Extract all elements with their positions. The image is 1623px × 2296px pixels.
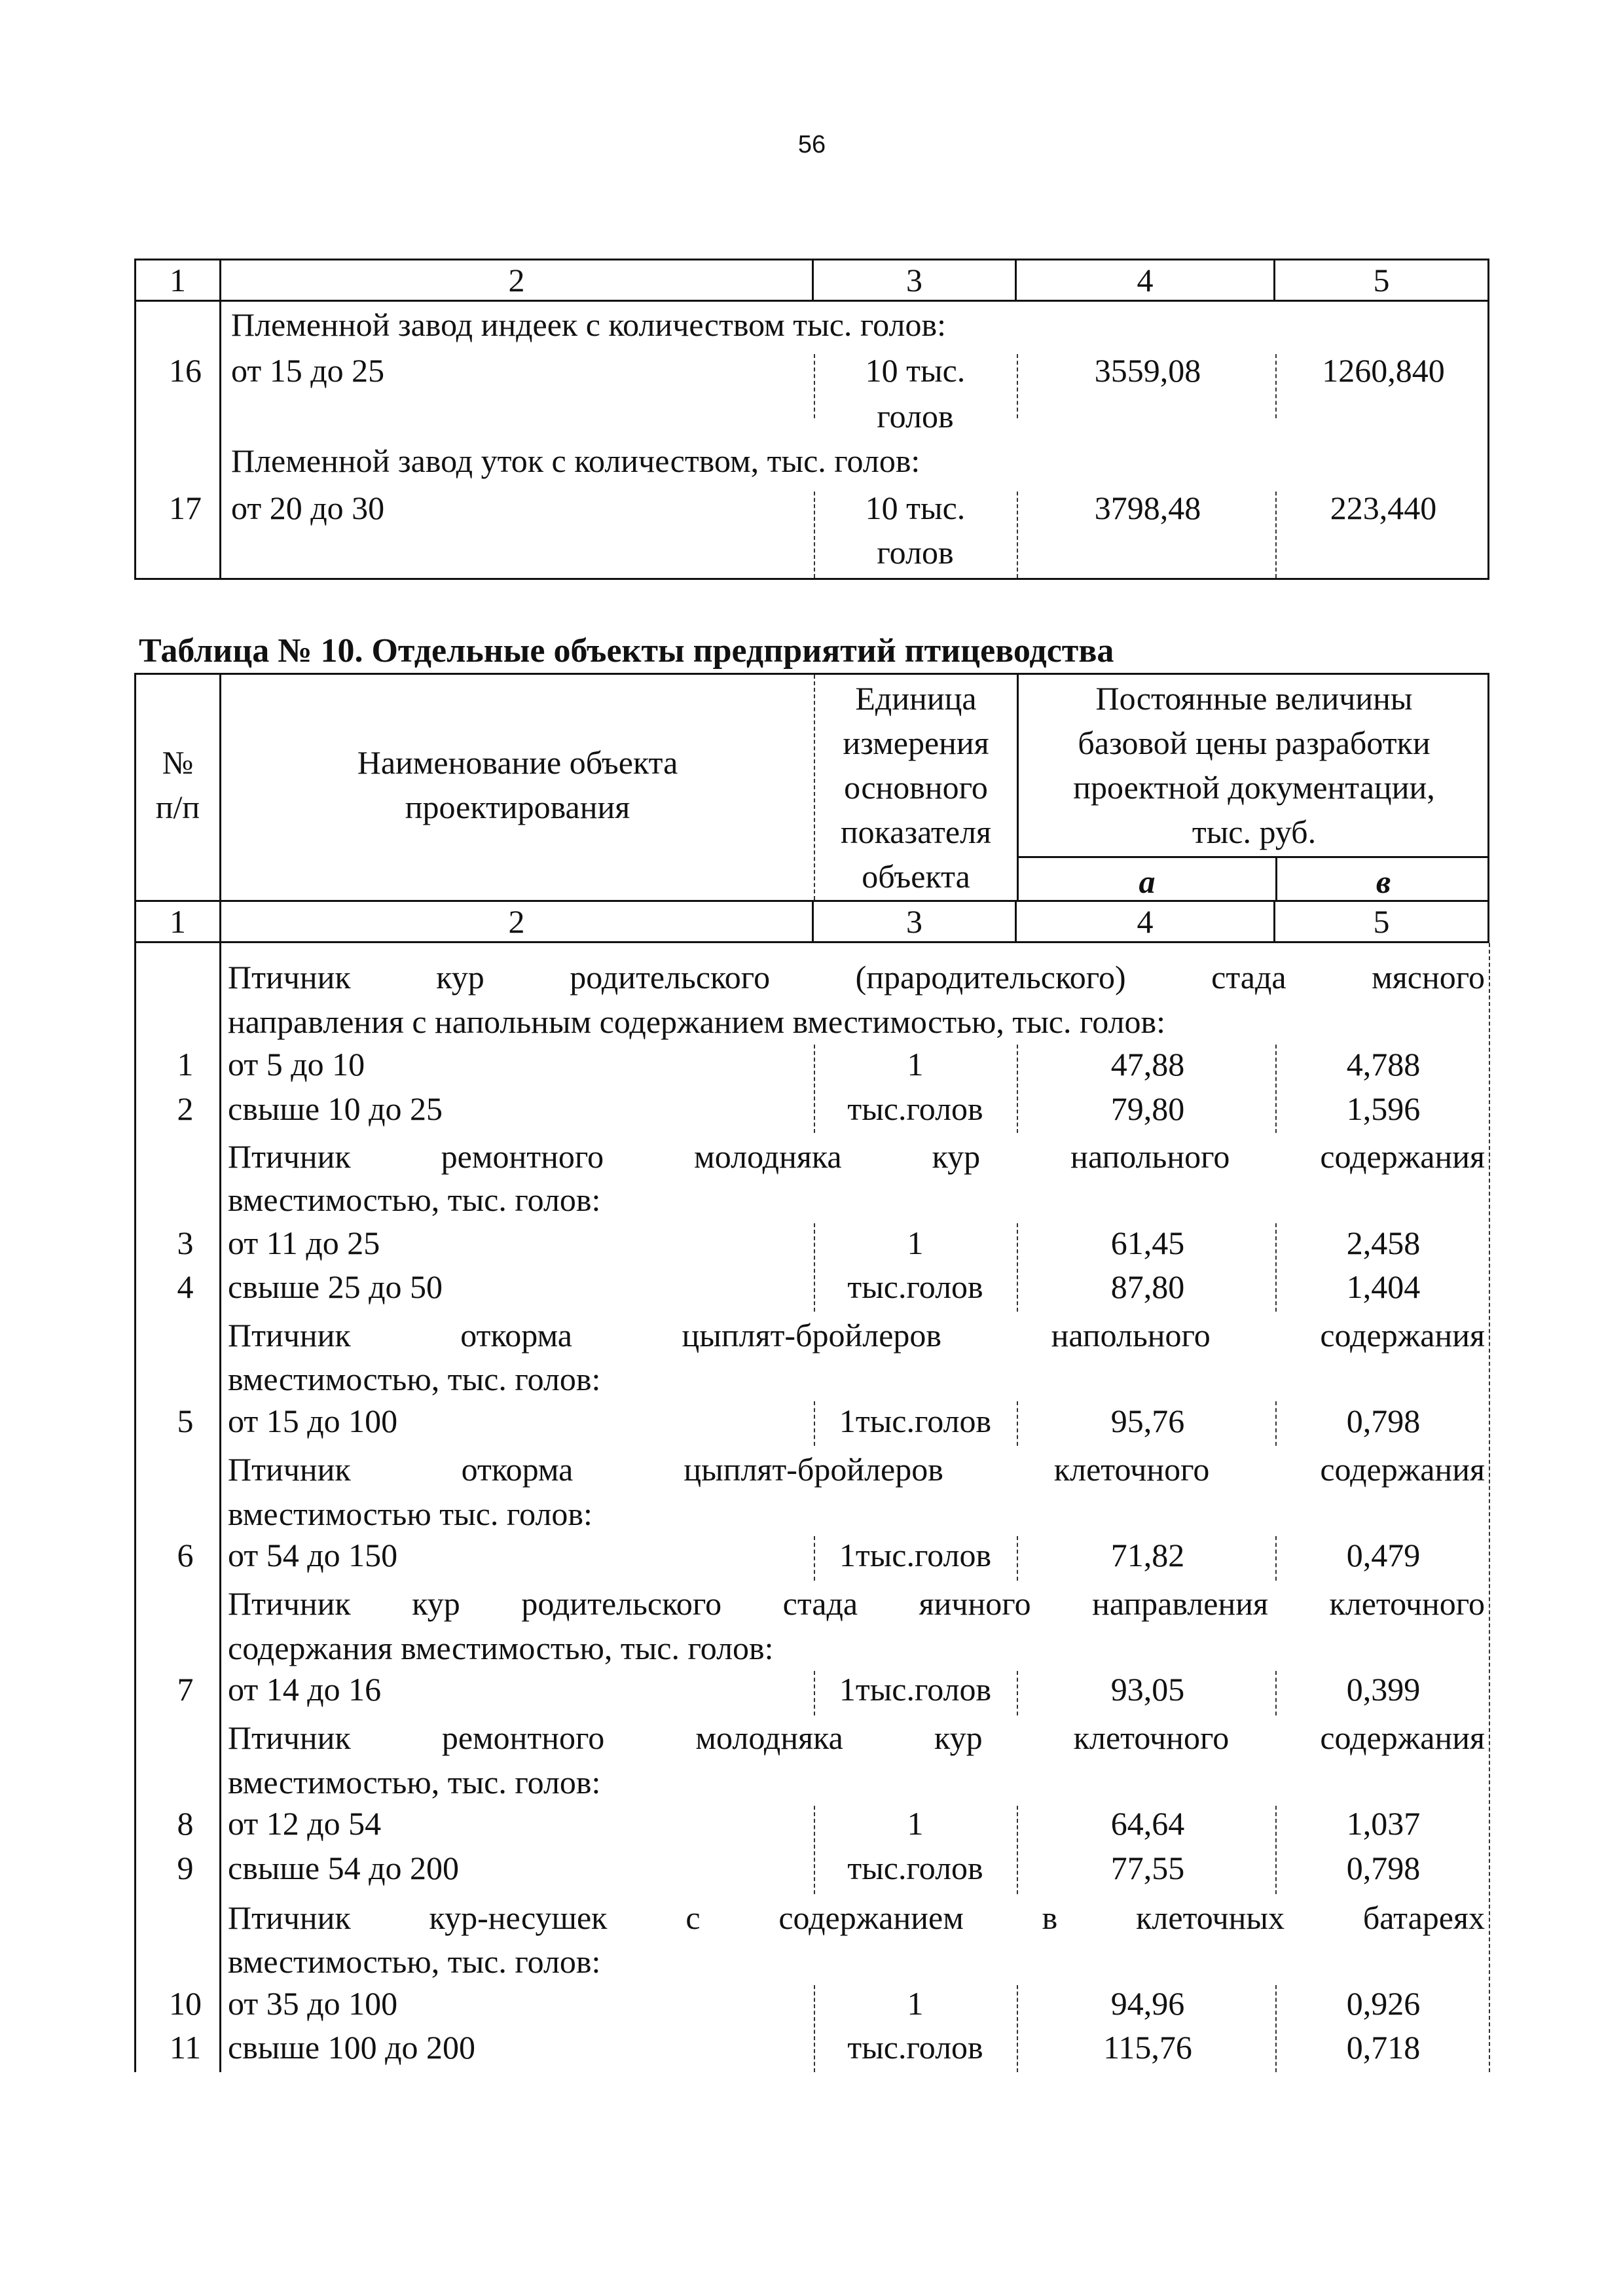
row-number: 2 [177, 1090, 194, 1127]
header-unit-line: объекта [862, 858, 970, 895]
row-number: 3 [177, 1225, 194, 1261]
row-unit: тыс.голов [847, 1090, 983, 1127]
header-number [136, 740, 219, 829]
row-value-a: 71,82 [1110, 1537, 1185, 1573]
row-number: 8 [177, 1805, 194, 1842]
group-title: Птичник кур-несушек с содержанием в клеточных батареях [228, 1899, 1485, 1936]
row-value-a: 115,76 [1103, 2029, 1192, 2066]
row-unit: 1 [907, 1225, 924, 1261]
col-number-4: 4 [1017, 260, 1275, 300]
header-unit [815, 676, 1017, 899]
row-unit: 10 тыс. [865, 352, 966, 389]
group-title: Племенной завод уток с количеством, тыс. голов: [231, 442, 921, 479]
group-title-line2: содержания вместимостью, тыс. голов: [228, 1630, 774, 1666]
col-number-2: 2 [221, 902, 814, 941]
continuation-table [134, 259, 1489, 580]
col-number-1: 1 [136, 902, 221, 941]
group-title-line2: вместимостью, тыс. голов: [228, 1361, 601, 1397]
group-title: Птичник кур родительского (прародительского) стада мясного [228, 959, 1485, 996]
row-unit: 1 [907, 1805, 924, 1842]
row-value-b: 2,458 [1346, 1225, 1421, 1261]
row-value-a: 95,76 [1110, 1403, 1185, 1439]
group-title-line2: вместимостью тыс. голов: [228, 1496, 593, 1532]
group-title: Птичник кур родительского стада яичного направления клеточного [228, 1585, 1485, 1622]
col-number-3: 3 [814, 260, 1017, 300]
row-value-a: 61,45 [1110, 1225, 1185, 1261]
group-title: Птичник ремонтного молодняка кур напольного содержания [228, 1138, 1485, 1175]
column-number-row-wrap [134, 900, 1489, 943]
row-value-b: 4,788 [1346, 1046, 1421, 1083]
row-name: от 15 до 100 [228, 1403, 398, 1439]
header-price [1019, 676, 1489, 854]
header-object-name-line: Наименование объекта [357, 744, 678, 781]
header-unit-line: показателя [840, 814, 992, 850]
row-unit: 1тыс.голов [839, 1537, 992, 1573]
row-unit: 10 тыс. [865, 490, 966, 526]
col-number-5: 5 [1373, 262, 1390, 298]
row-value-b: 1,404 [1346, 1268, 1421, 1305]
row-value-b: 0,798 [1346, 1403, 1421, 1439]
row-number: 7 [177, 1671, 194, 1708]
row-number: 4 [177, 1268, 194, 1305]
row-name: от 54 до 150 [228, 1537, 398, 1573]
page-number: 56 [797, 131, 826, 158]
col-number-5: 5 [1373, 903, 1390, 940]
header-unit-line: измерения [843, 725, 989, 761]
header-col-b: в [1376, 863, 1391, 900]
row-number: 10 [169, 1985, 202, 2022]
row-value-b: 1260,840 [1322, 352, 1445, 389]
row-unit: 1тыс.голов [839, 1671, 992, 1708]
row-name: свыше 10 до 25 [228, 1090, 443, 1127]
group-title: Племенной завод индеек с количеством тыс. голов: [231, 306, 946, 343]
row-value-a: 77,55 [1110, 1850, 1185, 1886]
continuation-table-body [134, 302, 1489, 580]
row-value-b: 1,037 [1346, 1805, 1421, 1842]
row-unit: голов [877, 534, 954, 571]
header-price-line: Постоянные величины [1095, 680, 1413, 717]
row-value-a: 3559,08 [1094, 352, 1201, 389]
row-value-a: 3798,48 [1094, 490, 1201, 526]
col-number-3: 3 [814, 902, 1017, 941]
row-number: 11 [169, 2029, 202, 2066]
row-unit: тыс.голов [847, 2029, 983, 2066]
row-unit: тыс.голов [847, 1850, 983, 1886]
group-title-line2: вместимостью, тыс. голов: [228, 1181, 601, 1218]
row-name: от 20 до 30 [231, 490, 385, 526]
header-object-name-line: проектирования [405, 789, 630, 825]
row-name: свыше 54 до 200 [228, 1850, 460, 1886]
header-col-a: а [1139, 863, 1156, 900]
row-unit: голов [877, 398, 954, 435]
group-title-line2: направления с напольным содержанием вместимостью, тыс. голов: [228, 1003, 1166, 1040]
row-number: 16 [169, 352, 202, 389]
table-title: Таблица № 10. Отдельные объекты предприятий птицеводства [139, 632, 1114, 670]
row-unit: 1тыс.голов [839, 1403, 992, 1439]
row-value-a: 79,80 [1110, 1090, 1185, 1127]
row-name: свыше 25 до 50 [228, 1268, 443, 1305]
header-number-line: № [162, 744, 194, 781]
group-title: Птичник откорма цыплят-бройлеров клеточного содержания [228, 1451, 1485, 1488]
row-value-a: 94,96 [1110, 1985, 1185, 2022]
header-price-line: тыс. руб. [1192, 814, 1317, 850]
row-value-b: 0,399 [1346, 1671, 1421, 1708]
row-number: 1 [177, 1046, 194, 1083]
col-number-1: 1 [136, 260, 221, 300]
header-number-line: п/п [155, 789, 200, 825]
row-name: свыше 100 до 200 [228, 2029, 476, 2066]
row-number: 5 [177, 1403, 194, 1439]
group-title-line2: вместимостью, тыс. голов: [228, 1943, 601, 1980]
group-title-line2: вместимостью, тыс. голов: [228, 1764, 601, 1801]
table-header [134, 673, 1489, 902]
table-body [134, 943, 1489, 2072]
row-value-b: 0,479 [1346, 1537, 1421, 1573]
column-number-row [134, 259, 1489, 302]
row-value-a: 93,05 [1110, 1671, 1185, 1708]
row-value-b: 0,926 [1346, 1985, 1421, 2022]
header-object-name [221, 740, 814, 829]
row-value-a: 64,64 [1110, 1805, 1185, 1842]
group-title: Птичник откорма цыплят-бройлеров напольного содержания [228, 1317, 1485, 1354]
header-price-line: проектной документации, [1073, 769, 1435, 806]
column-number-row [134, 900, 1489, 943]
row-name: от 11 до 25 [228, 1225, 380, 1261]
row-unit: тыс.голов [847, 1268, 983, 1305]
row-number: 9 [177, 1850, 194, 1886]
group-title: Птичник ремонтного молодняка кур клеточного содержания [228, 1719, 1485, 1756]
row-name: от 15 до 25 [231, 352, 385, 389]
row-name: от 35 до 100 [228, 1985, 398, 2022]
row-unit: 1 [907, 1046, 924, 1083]
row-value-a: 87,80 [1110, 1268, 1185, 1305]
row-value-a: 47,88 [1110, 1046, 1185, 1083]
row-number: 17 [169, 490, 202, 526]
row-name: от 14 до 16 [228, 1671, 382, 1708]
header-price-line: базовой цены разработки [1078, 725, 1431, 761]
row-name: от 12 до 54 [228, 1805, 382, 1842]
row-value-b: 0,718 [1346, 2029, 1421, 2066]
row-value-b: 1,596 [1346, 1090, 1421, 1127]
col-number-4: 4 [1017, 902, 1275, 941]
row-name: от 5 до 10 [228, 1046, 365, 1083]
row-number: 6 [177, 1537, 194, 1573]
header-unit-line: Единица [855, 680, 977, 717]
row-unit: 1 [907, 1985, 924, 2022]
col-number-2: 2 [221, 260, 814, 300]
row-value-b: 0,798 [1346, 1850, 1421, 1886]
header-unit-line: основного [844, 769, 988, 806]
row-value-b: 223,440 [1330, 490, 1437, 526]
